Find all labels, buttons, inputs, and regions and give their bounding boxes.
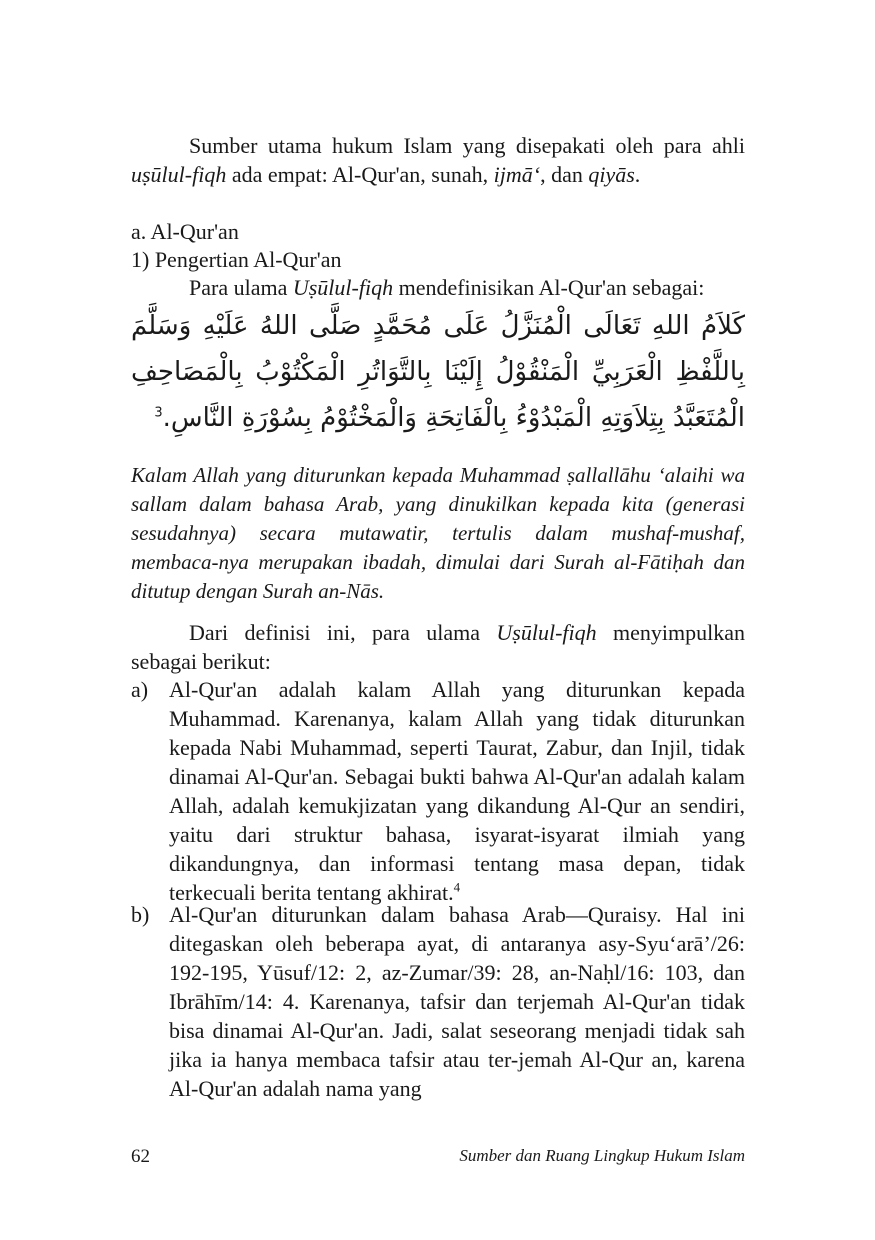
intro-text: , dan [540, 162, 589, 187]
intro-paragraph [131, 131, 745, 189]
definition-intro-text: mendefinisikan Al-Qur'an sebagai: [393, 275, 705, 300]
footnote-ref: 4 [453, 879, 461, 895]
list-item-text [169, 900, 745, 1103]
term-usulul-fiqh: Uṣūlul-fiqh [292, 275, 394, 300]
list-item-body: Al-Qur'an diturunkan dalam bahasa Arab—Quraisy. Hal ini ditegaskan oleh beberapa ayat, di antaranya asy-Syu‘arā’/26: 192-195, Yūsuf/12: 2, az-Zumar/39: 28, an-Naḥl/16: 103, dan Ibrāhīm/14: 4. Karenanya, tafsir dan terjemah Al-Qur'an tidak bisa dinamai Al-Qur'an. Jadi, salat seseorang menjadi tidak sah jika ia hanya membaca tafsir atau ter-jemah Al-Qur an, karena Al-Qur'an adalah nama yang [169, 902, 745, 1101]
list-item [131, 675, 745, 907]
intro-text: . [634, 162, 641, 187]
list-marker: a) [131, 677, 149, 702]
list-marker: b) [131, 902, 150, 927]
term-usulul-fiqh: Uṣūlul-fiqh [496, 620, 597, 645]
intro-text: Sumber utama hukum Islam yang disepakati oleh para ahli [189, 133, 745, 158]
definition-intro-text: Para ulama [189, 275, 293, 300]
term-qiyas: qiyās [588, 162, 635, 187]
list-item [131, 900, 745, 1103]
conclusion-intro-text: menyimpulkan sebagai berikut: [131, 620, 745, 674]
page-number: 62 [131, 1146, 150, 1167]
section-heading-a: a. Al-Qur'an [131, 219, 239, 244]
footnote-ref: 3 [154, 405, 163, 421]
translation-paragraph: Kalam Allah yang diturunkan kepada Muhammad ṣallallāhu ‘alaihi wa sallam dalam bahasa Arab, yang dinukilkan kepada kita (generasi sesudahnya) secara mutawatir, tertulis dalam mushaf-mushaf, membaca-nya merupakan ibadah, dimulai dari Surah al-Fātiḥah dan ditutup dengan Surah an-Nās. [131, 463, 745, 603]
list-item-text [169, 675, 745, 907]
term-ijma: ijmā‘ [493, 162, 541, 187]
conclusion-intro [131, 618, 745, 676]
arabic-definition [131, 303, 745, 441]
running-footer-title: Sumber dan Ruang Lingkup Hukum Islam [459, 1146, 745, 1165]
term-usulul-fiqh: uṣūlul-fiqh [131, 162, 227, 187]
list-item-body: Al-Qur'an adalah kalam Allah yang diturunkan kepada Muhammad. Karenanya, kalam Allah yang tidak diturunkan kepada Nabi Muhammad, seperti Taurat, Zabur, dan Injil, tidak dinamai Al-Qur'an. Sebagai bukti bahwa Al-Qur'an adalah kalam Allah, adalah kemukjizatan yang dikandung Al-Qur an sendiri, yaitu dari struktur bahasa, isyarat-isyarat ilmiah yang dikandungnya, dan informasi tentang masa depan, tidak terkecuali berita tentang akhirat. [169, 677, 745, 905]
definition-intro [189, 273, 704, 302]
intro-text: ada empat: Al-Qur'an, sunah, [226, 162, 494, 187]
arabic-text: كَلاَمُ اللهِ تَعَالَى الْمُنَزَّلُ عَلَى مُحَمَّدٍ صَلَّى اللهُ عَلَيْهِ وَسَلَّمَ بِاللَّفْظِ الْعَرَبِيِّ الْمَنْقُوْلُ إِلَيْنَا بِالتَّوَاتُرِ الْمَكْتُوْبُ بِالْمَصَاحِفِ الْمُتَعَبَّدُ بِتِلاَوَتِهِ الْمَبْدُوْءُ بِالْفَاتِحَةِ وَالْمَخْتُوْمُ بِسُوْرَةِ النَّاسِ. [131, 311, 745, 433]
conclusion-intro-text: Dari definisi ini, para ulama [189, 620, 497, 645]
subsection-heading-1: 1) Pengertian Al-Qur'an [131, 247, 342, 272]
